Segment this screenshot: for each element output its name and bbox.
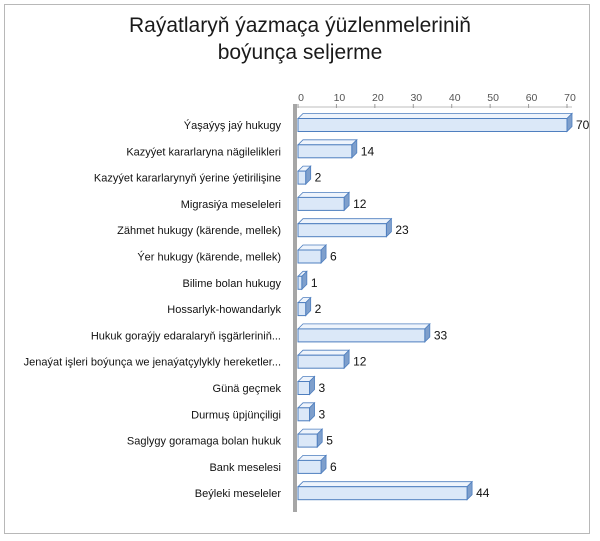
y-axis-line: [293, 104, 297, 512]
bar: [298, 114, 572, 132]
bar: [298, 377, 315, 395]
x-tick-label: 70: [564, 92, 576, 104]
category-label: Bilime bolan hukugy: [182, 277, 281, 290]
category-label: Migrasiýa meseleleri: [180, 198, 281, 211]
data-label: 6: [330, 249, 337, 264]
category-label: Hossarlyk-howandarlyk: [167, 304, 281, 317]
bar: [298, 482, 472, 500]
bar-front-face: [298, 434, 317, 447]
data-label: 14: [360, 144, 375, 159]
bar: [298, 245, 326, 263]
data-label: 12: [353, 196, 367, 211]
bar-front-face: [298, 487, 467, 500]
chart-title-line-2: boýunça seljerme: [217, 41, 383, 64]
bar-front-face: [298, 355, 344, 368]
data-label: 44: [476, 486, 490, 501]
data-label: 6: [330, 459, 337, 474]
data-label: 23: [395, 223, 409, 238]
bar: [298, 403, 315, 421]
bar: [298, 429, 322, 447]
x-tick-label: 40: [448, 92, 461, 104]
data-label: 33: [433, 328, 448, 343]
category-label: Bank meselesi: [209, 461, 281, 474]
bar-front-face: [298, 119, 567, 132]
category-label: Beýleki meseleler: [194, 488, 281, 501]
bar-layer: [298, 114, 572, 500]
bar-front-face: [298, 145, 352, 158]
bar: [298, 192, 349, 210]
bar-front-face: [298, 197, 344, 210]
bar: [298, 455, 326, 473]
data-label: 2: [314, 170, 322, 185]
bar-front-face: [298, 276, 302, 289]
data-label: 3: [318, 407, 326, 422]
category-label: Saglygy goramaga bolan hukuk: [126, 435, 281, 448]
bar-top-face: [298, 140, 357, 145]
data-label: 70: [576, 118, 590, 132]
bar: [298, 324, 430, 342]
category-label: Zähmet hukugy (kärende, mellek): [117, 225, 281, 238]
category-label: Kazyýet kararlaryna nägilelikleri: [126, 146, 281, 159]
category-label: Ýaşaýyş jaý hukugy: [183, 120, 281, 132]
data-label: 5: [326, 433, 333, 448]
bar: [298, 350, 349, 368]
bar-front-face: [298, 382, 310, 395]
category-label: Günä geçmek: [212, 383, 281, 395]
bar: [298, 271, 307, 289]
bar: [298, 140, 357, 158]
bar-front-face: [298, 408, 310, 421]
bar-top-face: [298, 482, 472, 487]
data-label: 12: [353, 354, 367, 369]
bar: [298, 298, 311, 316]
bar-front-face: [298, 460, 321, 473]
bar-front-face: [298, 250, 321, 263]
bar-top-face: [298, 192, 349, 197]
data-label: 1: [310, 275, 318, 290]
x-tick-label: 60: [525, 92, 538, 104]
x-tick-label: 10: [333, 92, 346, 104]
bar: [298, 219, 391, 237]
x-tick-label: 50: [487, 92, 499, 104]
bar-top-face: [298, 324, 430, 329]
category-label: Durmuş üpjünçiligi: [191, 409, 281, 422]
data-label: 2: [314, 302, 322, 317]
bar-top-face: [298, 114, 572, 119]
category-label: Ýer hukugy (kärende, mellek): [137, 251, 281, 264]
bar: [298, 166, 311, 184]
bar-top-face: [298, 219, 391, 224]
bar-front-face: [298, 224, 386, 237]
x-tick-label: 20: [372, 92, 384, 104]
category-label: Jenaýat işleri boýunça we jenaýatçylykly hereketler...: [23, 356, 281, 369]
bar-front-face: [298, 329, 425, 342]
data-label: 3: [318, 381, 326, 395]
bar-front-face: [298, 171, 306, 184]
x-tick-label: 0: [298, 92, 304, 104]
bar-front-face: [298, 303, 306, 316]
x-tick-label: 30: [410, 92, 423, 104]
category-label: Hukuk goraýjy edaralaryň işgärleriniň...: [90, 330, 281, 343]
bar-top-face: [298, 350, 349, 355]
category-label: Kazyýet kararlarynyň ýerine ýetirilişine: [93, 172, 281, 185]
chart-title-line-1: Raýatlaryň ýazmaça ýüzlenmeleriniň: [129, 14, 471, 37]
